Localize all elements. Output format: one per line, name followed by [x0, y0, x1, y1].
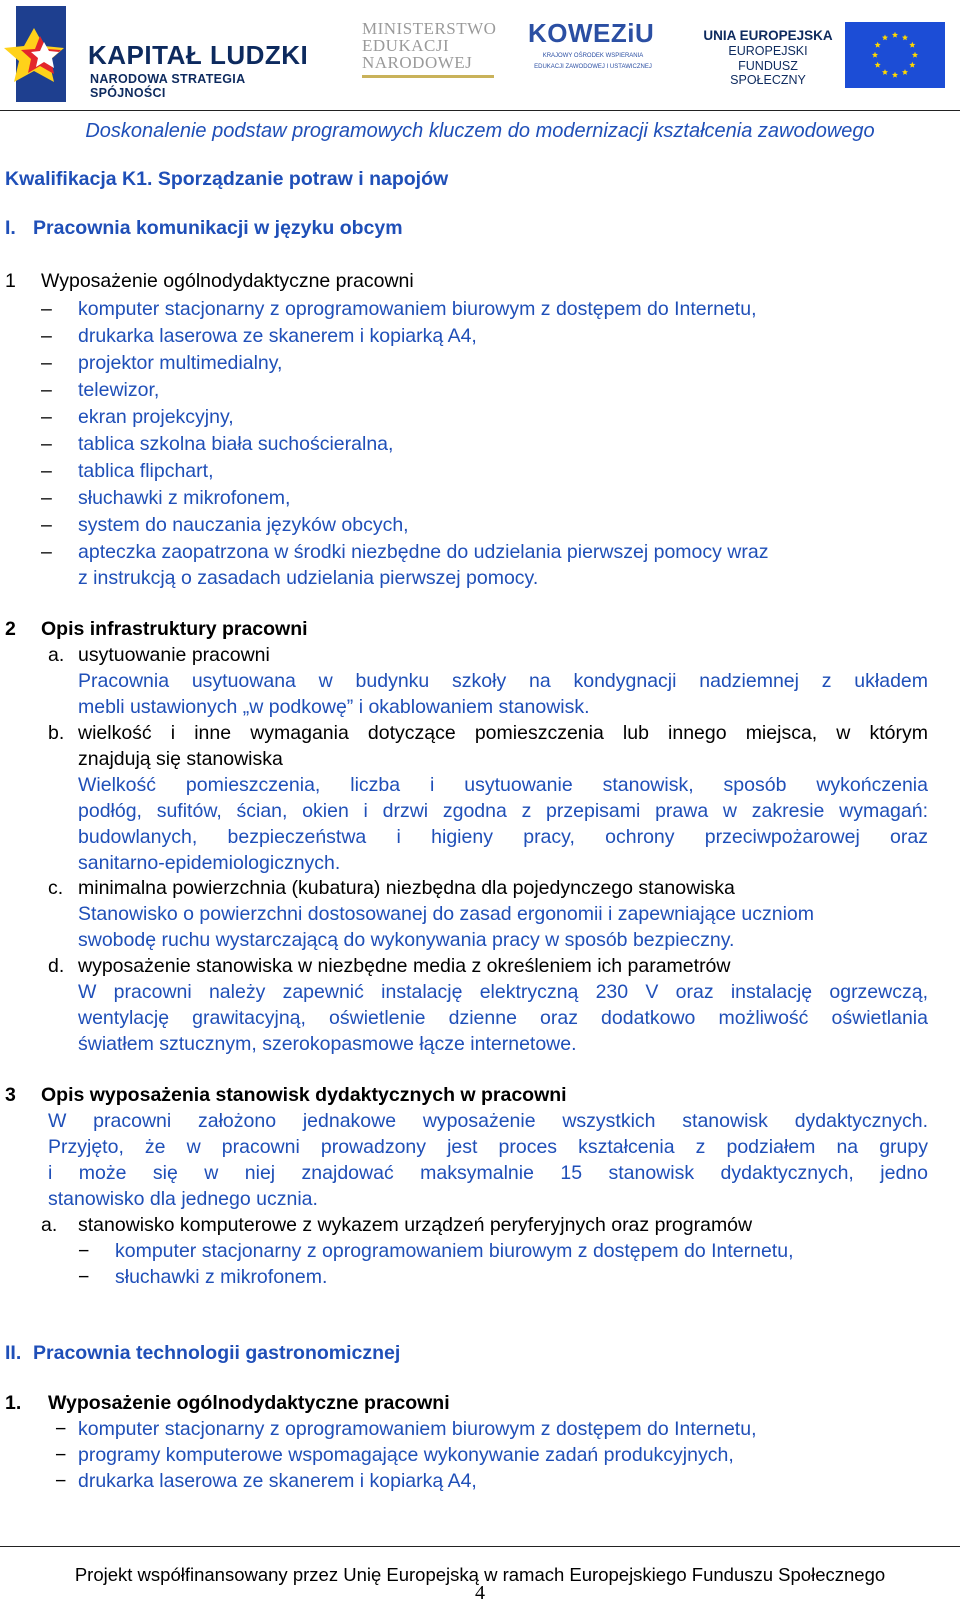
section-I-numeral: I.: [5, 217, 16, 239]
list-bullet: −: [55, 1470, 67, 1492]
kowezu-logo: [528, 18, 658, 94]
item2b-text: budowlanych, bezpieczeństwa i higieny pracy, ochrony przeciwpożarowej oraz: [78, 826, 928, 848]
kapital-ludzki-title: KAPITAŁ LUDZKI: [88, 40, 309, 70]
list-bullet: –: [41, 379, 52, 401]
kowezu-subtitle-1: KRAJOWY OŚRODEK WSPIERANIA: [542, 53, 644, 59]
kapital-ludzki-star-icon: [4, 6, 70, 102]
list-item: telewizor,: [78, 379, 160, 401]
ministerstwo-line1: MINISTERSTWO: [362, 19, 497, 38]
section-II-title: Pracownia technologii gastronomicznej: [33, 1342, 401, 1364]
ministerstwo-line3: NARODOWEJ: [362, 53, 473, 72]
ue-line1: UNIA EUROPEJSKA: [703, 28, 833, 43]
ministerstwo-line2: EDUKACJI: [362, 36, 450, 55]
list-item: komputer stacjonarny z oprogramowaniem biurowym z dostępem do Internetu,: [78, 1418, 757, 1440]
item2b-text: podłóg, sufitów, ścian, okien i drzwi zgodna z przepisami prawa w zakresie wymagań:: [78, 800, 928, 822]
list-bullet: −: [55, 1444, 67, 1466]
section-II-item1-number: 1.: [5, 1392, 22, 1414]
item3a-heading: stanowisko komputerowe z wykazem urządzeń peryferyjnych oraz programów: [78, 1214, 753, 1236]
section-II-numeral: II.: [5, 1342, 22, 1364]
header-logos: [0, 0, 960, 112]
list-item-continuation: z instrukcją o zasadach udzielania pierwszej pomocy.: [78, 567, 539, 589]
list-bullet: −: [78, 1240, 90, 1262]
list-item: tablica flipchart,: [78, 460, 214, 482]
list-item: tablica szkolna biała suchościeralna,: [78, 433, 394, 455]
item2b-text: Wielkość pomieszczenia, liczba i usytuowanie stanowisk, sposób wykończenia: [78, 774, 928, 796]
section-II-item1-title: Wyposażenie ogólnodydaktyczne pracowni: [48, 1392, 450, 1414]
footer-rule: [0, 1546, 960, 1547]
list-bullet: –: [41, 298, 52, 320]
item3a-letter: a.: [41, 1214, 58, 1236]
item2b-letter: b.: [48, 722, 65, 744]
list-bullet: –: [41, 514, 52, 536]
item2d-text: światłem sztucznym, szerokopasmowe łącze internetowe.: [78, 1033, 577, 1055]
ue-text-block: [700, 28, 836, 87]
item2d-letter: d.: [48, 955, 65, 977]
header-rule: [0, 110, 960, 111]
list-bullet: –: [41, 406, 52, 428]
list-bullet: –: [41, 541, 52, 563]
item2b-heading: znajdują się stanowiska: [78, 748, 283, 770]
item1-number: 1: [5, 270, 16, 292]
header-subtitle: Doskonalenie podstaw programowych kluczem do modernizacji kształcenia zawodowego: [85, 120, 875, 142]
item3-text: W pracowni założono jednakowe wyposażenie wszystkich stanowisk dydaktycznych.: [48, 1110, 928, 1132]
list-bullet: –: [41, 352, 52, 374]
unia-europejska-logo: [700, 22, 956, 92]
list-item: komputer stacjonarny z oprogramowaniem biurowym z dostępem do Internetu,: [115, 1240, 794, 1262]
eu-flag-icon: [845, 22, 945, 88]
qualification-heading: Kwalifikacja K1. Sporządzanie potraw i napojów: [5, 168, 449, 190]
list-item: system do nauczania języków obcych,: [78, 514, 409, 536]
item2-number: 2: [5, 618, 16, 640]
item3-text: stanowisko dla jednego ucznia.: [48, 1188, 318, 1210]
kapital-ludzki-logo: [4, 6, 316, 104]
item2a-text: Pracownia usytuowana w budynku szkoły na kondygnacji nadziemnej z układem: [78, 670, 928, 692]
item3-text: Przyjęto, że w pracowni prowadzony jest proces kształcenia z podziałem na grupy: [48, 1136, 928, 1158]
list-item: apteczka zaopatrzona w środki niezbędne do udzielania pierwszej pomocy wraz: [78, 541, 769, 563]
ue-line2: EUROPEJSKI: [728, 44, 808, 58]
list-item: programy komputerowe wspomagające wykonywanie zadań produkcyjnych,: [78, 1444, 734, 1466]
section-I-title: Pracownia komunikacji w języku obcym: [33, 217, 403, 239]
item2c-letter: c.: [48, 877, 64, 899]
item3-title: Opis wyposażenia stanowisk dydaktycznych w pracowni: [41, 1084, 567, 1106]
item2d-text: W pracowni należy zapewnić instalację elektryczną 230 V oraz instalację ogrzewczą,: [78, 981, 928, 1003]
list-item: drukarka laserowa ze skanerem i kopiarką A4,: [78, 325, 477, 347]
kowezu-title: KOWEZiU: [528, 18, 655, 48]
list-item: komputer stacjonarny z oprogramowaniem biurowym z dostępem do Internetu,: [78, 298, 757, 320]
list-item: słuchawki z mikrofonem,: [78, 487, 291, 509]
list-item: projektor multimedialny,: [78, 352, 283, 374]
list-bullet: –: [41, 433, 52, 455]
kapital-ludzki-subtitle: NARODOWA STRATEGIA SPÓJNOŚCI: [90, 72, 245, 100]
list-item: słuchawki z mikrofonem.: [115, 1266, 328, 1288]
list-bullet: –: [41, 487, 52, 509]
ministerstwo-bar: [362, 75, 494, 78]
item2c-text: Stanowisko o powierzchni dostosowanej do zasad ergonomii i zapewniające uczniom: [78, 903, 814, 925]
list-item: ekran projekcyjny,: [78, 406, 234, 428]
ministerstwo-logo: [362, 20, 502, 92]
item2c-text: swobodę ruchu wystarczającą do wykonywania pracy w sposób bezpieczny.: [78, 929, 735, 951]
list-bullet: –: [41, 460, 52, 482]
item2a-text: mebli ustawionych „w podkowę” i okablowaniem stanowisk.: [78, 696, 590, 718]
item3-number: 3: [5, 1084, 16, 1106]
item2a-heading: usytuowanie pracowni: [78, 644, 270, 666]
list-bullet: −: [78, 1266, 90, 1288]
item1-title: Wyposażenie ogólnodydaktyczne pracowni: [41, 270, 414, 292]
footer-text: Projekt współfinansowany przez Unię Europejską w ramach Europejskiego Funduszu Społecznego: [74, 1564, 886, 1585]
item3-text: i może się w niej znajdować maksymalnie 15 stanowisk dydaktycznych, jedno: [48, 1162, 928, 1184]
list-bullet: −: [55, 1418, 67, 1440]
list-item: drukarka laserowa ze skanerem i kopiarką A4,: [78, 1470, 477, 1492]
item2b-text: sanitarno-epidemiologicznych.: [78, 852, 341, 874]
item2d-text: wentylację grawitacyjną, oświetlenie dzienne oraz dodatkowo możliwość oświetlania: [78, 1007, 928, 1029]
item2-title: Opis infrastruktury pracowni: [41, 618, 308, 640]
ue-line3: FUNDUSZ SPOŁECZNY: [730, 59, 806, 87]
list-bullet: –: [41, 325, 52, 347]
item2d-heading: wyposażenie stanowiska w niezbędne media z określeniem ich parametrów: [78, 955, 731, 977]
item2c-heading: minimalna powierzchnia (kubatura) niezbędna dla pojedynczego stanowiska: [78, 877, 735, 899]
page-number: 4: [475, 1582, 485, 1604]
item2b-heading: wielkość i inne wymagania dotyczące pomieszczenia lub innego miejsca, w którym: [78, 722, 928, 744]
kowezu-subtitle-2: EDUKACJI ZAWODOWEJ I USTAWICZNEJ: [534, 64, 652, 70]
item2a-letter: a.: [48, 644, 65, 666]
